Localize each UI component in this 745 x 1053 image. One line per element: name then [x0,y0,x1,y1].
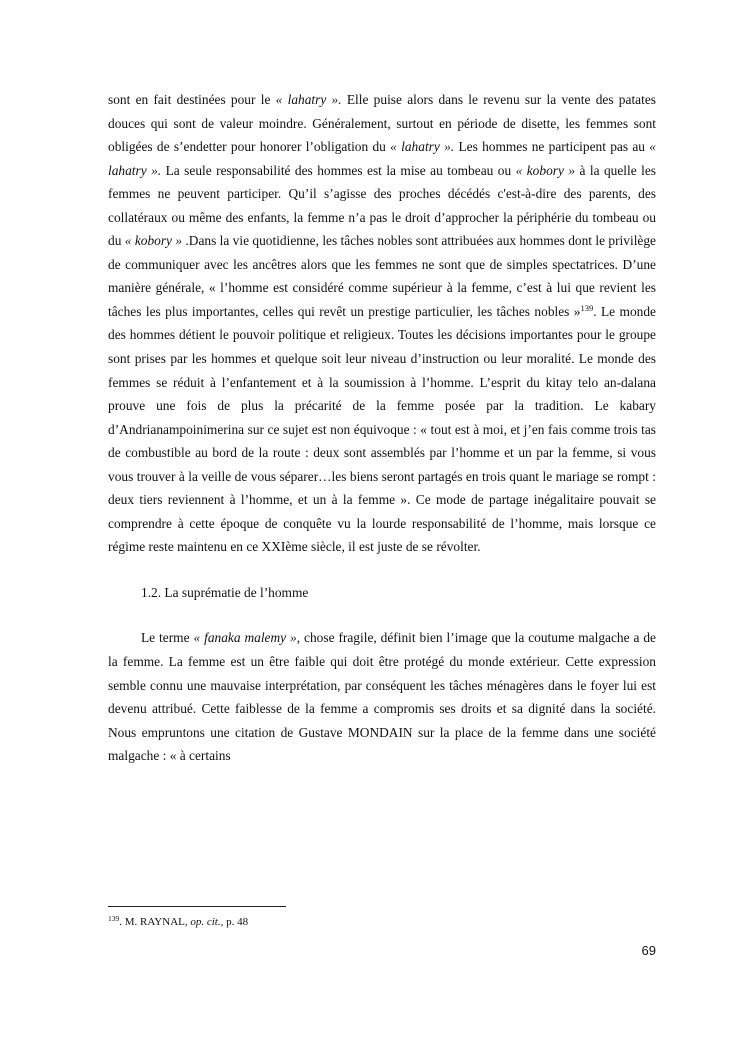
paragraph-lahatry: sont en fait destinées pour le « lahatry ». Elle puise alors dans le revenu sur la vente des patates douces qui sont de valeur moindre. Généralement, surtout en période de disette, les femmes sont obligées de s’endetter pour honorer l’obligation du « lahatry ». Les hommes ne participent pas au « lahatry ». La seule responsabilité des hommes est la mise au tombeau ou « kobory » à la quelle les femmes ne peuvent participer. Qu’il s’agisse des proches décédés c'est-à-dire des parents, des collatéraux ou même des enfants, la femme n’a pas le droit d’approcher la périphérie du tombeau ou du « kobory » .Dans la vie quotidienne, les tâches nobles sont attribuées aux hommes dont le privilège de communiquer avec les ancêtres alors que les femmes ne sont que de simples spectatrices. D’une manière générale, « l’homme est considéré comme supérieur à la femme, c’est à lui que revient les tâches les plus importantes, celles qui revêt un prestige particulier, les tâches nobles »$^{139}$. Le monde des hommes détient le pouvoir politique et religieux. Toutes les décisions importantes pour le groupe sont prises par les hommes et quelque soit leur niveau d’instruction ou leur moralité. Le monde des femmes se réduit à l’enfantement et à la soumission à l’homme. L’esprit du kitay telo an-dalana prouve une fois de plus la précarité de la femme posée par la tradition. Le kabary d’Andrianampoinimerina sur ce sujet est non équivoque : « tout est à moi, et j’en fais comme trois tas de combustible au bord de la route : deux sont assemblés par l’homme et un par la femme, si vous vous trouver à la veille de vous séparer…les biens seront partagés en trois quant le mariage se rompt : deux tiers reviennent à l’homme, et un à la femme ». Ce mode de partage inégalitaire pouvait se comprendre à cette époque de conquête vu la lourde responsabilité de l’homme, mais lorsque ce régime reste maintenu en ce XXIème siècle, il est juste de se révolter. [108,92,657,555]
footnote-separator [108,906,286,907]
page-number: 69 [641,943,656,958]
footnote: $^{139}$. M. RAYNAL, op. cit., p. 48 [108,914,249,928]
footnote-reference[interactable]: 139 [580,302,594,313]
section-heading: 1.2. La suprématie de l’homme [141,584,309,600]
footnote-number: 139 [108,914,120,923]
body-text [108,86,656,768]
paragraph-fanaka-malemy: Le terme « fanaka malemy », chose fragile, définit bien l’image que la coutume malgache a de la femme. La femme est un être faible qui doit être protégé du monde extérieur. Cette expression semble connu une mauvaise interprétation, par conséquent les tâches ménagères dans le foyer lui est devenu attribué. Cette faiblesse de la femme a compromis ses droits et sa dignité dans la société. Nous empruntons une citation de Gustave MONDAIN sur la place de la femme dans une société malgache : « à certains [108,630,656,764]
